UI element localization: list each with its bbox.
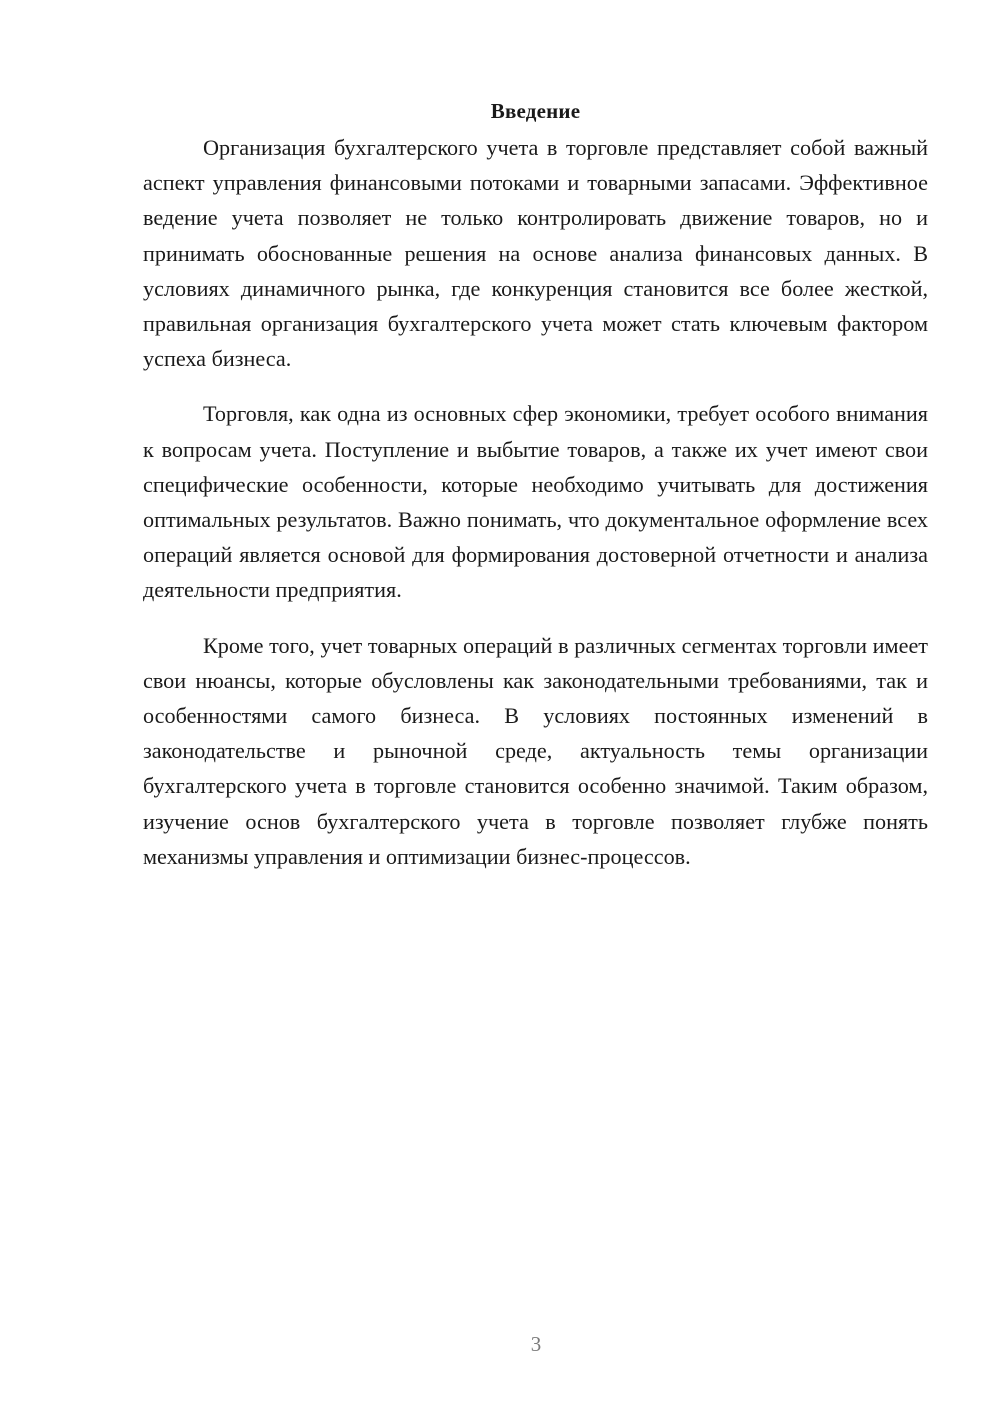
page-number: 3 <box>530 1332 542 1356</box>
section-heading: Введение <box>490 99 581 123</box>
page-content <box>143 93 928 894</box>
paragraph-3: Кроме того, учет товарных операций в различных сегментах торговли имеет свои нюансы, которые обусловлены как законодательными требованиями, так и особенностями самого бизнеса. В условиях постоянных изменений в законодательстве и рыночной среде, актуальность темы организации бухгалтерского учета в торговле становится особенно значимой. Таким образом, изучение основ бухгалтерского учета в торговле позволяет глубже понять механизмы управления и оптимизации бизнес-процессов. <box>143 632 928 869</box>
paragraph-2: Торговля, как одна из основных сфер экономики, требует особого внимания к вопросам учета. Поступление и выбытие товаров, а также их учет имеют свои специфические особенности, которые необходимо учитывать для достижения оптимальных результатов. Важно понимать, что документальное оформление всех операций является основой для формирования достоверной отчетности и анализа деятельности предприятия. <box>143 401 928 603</box>
paragraph-1: Организация бухгалтерского учета в торговле представляет собой важный аспект управления финансовыми потоками и товарными запасами. Эффективное ведение учета позволяет не только контролировать движение товаров, но и принимать обоснованные решения на основе анализа финансовых данных. В условиях динамичного рынка, где конкуренция становится все более жесткой, правильная организация бухгалтерского учета может стать ключевым фактором успеха бизнеса. <box>143 135 928 372</box>
